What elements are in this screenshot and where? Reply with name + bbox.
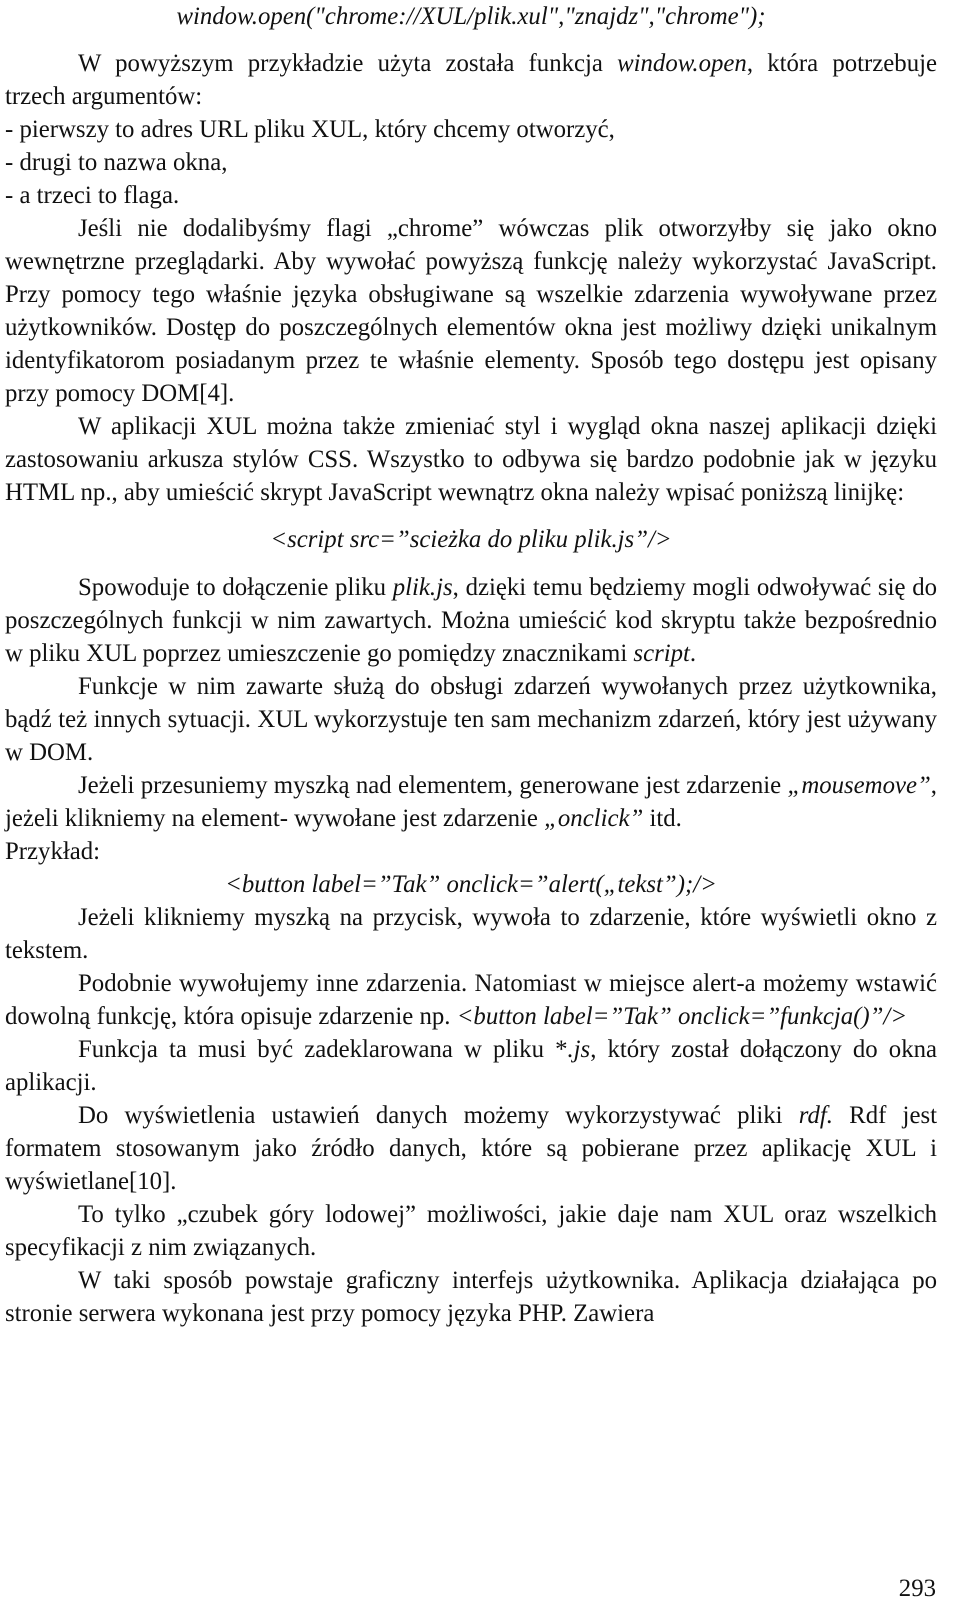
emphasis-script: script: [633, 640, 690, 667]
text: Jeżeli przesuniemy myszką nad elementem, generowane jest zdarzenie: [78, 772, 788, 799]
text: , który został dołączony do okna aplikacji.: [5, 1036, 937, 1096]
code-script-tag: [5, 523, 937, 556]
list-item: - pierwszy to adres URL pliku XUL, który chcemy otworzyć,: [5, 116, 615, 143]
paragraph-click-button: Jeżeli klikniemy myszką na przycisk, wywoła to zdarzenie, które wyświetli okno z tekstem.: [5, 904, 937, 964]
emphasis-filename: plik.js: [392, 574, 453, 601]
argument-list: [5, 113, 937, 212]
code-button: [5, 868, 937, 901]
text: itd.: [643, 805, 682, 832]
text: Podobnie wywołujemy inne zdarzenia. Natomiast w miejsce alert-a możemy wstawić dowolną funkcję, która opisuje zdarzenie np.: [5, 970, 937, 1030]
text: , dzięki temu będziemy mogli odwoływać się do poszczególnych funkcji w nim zawartych. Można umieścić kod skryptu także bezpośrednio w pliku XUL poprzez umieszczenie go pomiędzy znacznikami: [5, 574, 938, 667]
text: Do wyświetlenia ustawień danych możemy wykorzystywać pliki: [78, 1102, 799, 1129]
emphasis-js: .js: [567, 1036, 591, 1063]
list-item: - drugi to nazwa okna,: [5, 149, 228, 176]
paragraph-include-file: [5, 571, 937, 670]
text: , jeżeli klikniemy na element- wywołane jest zdarzenie: [5, 772, 937, 832]
emphasis-code-function: <button label=”Tak” onclick=”funkcja()”/>: [456, 1003, 908, 1030]
paragraph-chrome-flag: Jeśli nie dodalibyśmy flagi „chrome” wówczas plik otworzyłby się jako okno wewnętrzne przeglądarki. Aby wywołać powyższą funkcję należy wykorzystać JavaScript. Przy pomocy tego właśnie języka obsługiwane są wszelkie zdarzenia wywoływane przez użytkowników. Dostęp do poszczególnych elementów okna jest możliwy dzięki unikalnym identyfikatorom posiadanym przez te właśnie elementy. Sposób tego dostępu jest opisany przy pomocy DOM[4].: [5, 215, 937, 407]
emphasis-window-open: window.open: [617, 50, 747, 77]
text: Spowoduje to dołączenie pliku: [78, 574, 393, 601]
emphasis-onclick: „onclick”: [544, 805, 644, 832]
text: Funkcja ta musi być zadeklarowana w pliku *: [78, 1036, 568, 1063]
paragraph-rdf: [5, 1099, 937, 1198]
text: W powyższym przykładzie użyta została funkcja: [78, 50, 618, 77]
code-text: <script src=”scieżka do pliku plik.js”/>: [270, 526, 672, 553]
text: .: [689, 640, 697, 667]
paragraph-tip-of-iceberg: To tylko „czubek góry lodowej” możliwości, jakie daje nam XUL oraz wszelkich specyfikacji z nim związanych.: [5, 1201, 937, 1261]
paragraph-mouse-events: [5, 769, 937, 835]
list-item: - a trzeci to flaga.: [5, 182, 180, 209]
text: Rdf jest formatem stosowanym jako źródło danych, które są pobierane przez aplikację XUL i wyświetlane[10].: [5, 1102, 937, 1195]
paragraph-php: W taki sposób powstaje graficzny interfejs użytkownika. Aplikacja działająca po stronie serwera wykonana jest przy pomocy języka PHP. Zawiera: [5, 1267, 937, 1327]
paragraph-css: W aplikacji XUL można także zmieniać styl i wygląd okna naszej aplikacji dzięki zastosowaniu arkusza stylów CSS. Wszystko to odbywa się bardzo podobnie jak w języku HTML np., aby umieścić skrypt JavaScript wewnątrz okna należy wpisać poniższą linijkę:: [5, 413, 937, 506]
example-label: Przykład:: [5, 838, 101, 865]
emphasis-mousemove: „mousemove”: [787, 772, 931, 799]
page-number: 293: [898, 1575, 936, 1602]
code-text: <button label=”Tak” onclick=”alert(„tekst”);/>: [225, 871, 717, 898]
paragraph-events: Funkcje w nim zawarte służą do obsługi zdarzeń wywołanych przez użytkownika, bądź też innych sytuacji. XUL wykorzystuje ten sam mechanizm zdarzeń, który jest używany w DOM.: [5, 673, 937, 766]
code-window-open: window.open("chrome://XUL/plik.xul","znajdz","chrome");: [176, 3, 766, 30]
emphasis-rdf: rdf.: [798, 1102, 833, 1129]
document-page: [5, 0, 937, 1330]
paragraph-function-declare: [5, 1033, 937, 1099]
paragraph-window-open: [5, 47, 937, 113]
text: , która potrzebuje trzech argumentów:: [5, 50, 938, 110]
paragraph-other-events: [5, 967, 937, 1033]
